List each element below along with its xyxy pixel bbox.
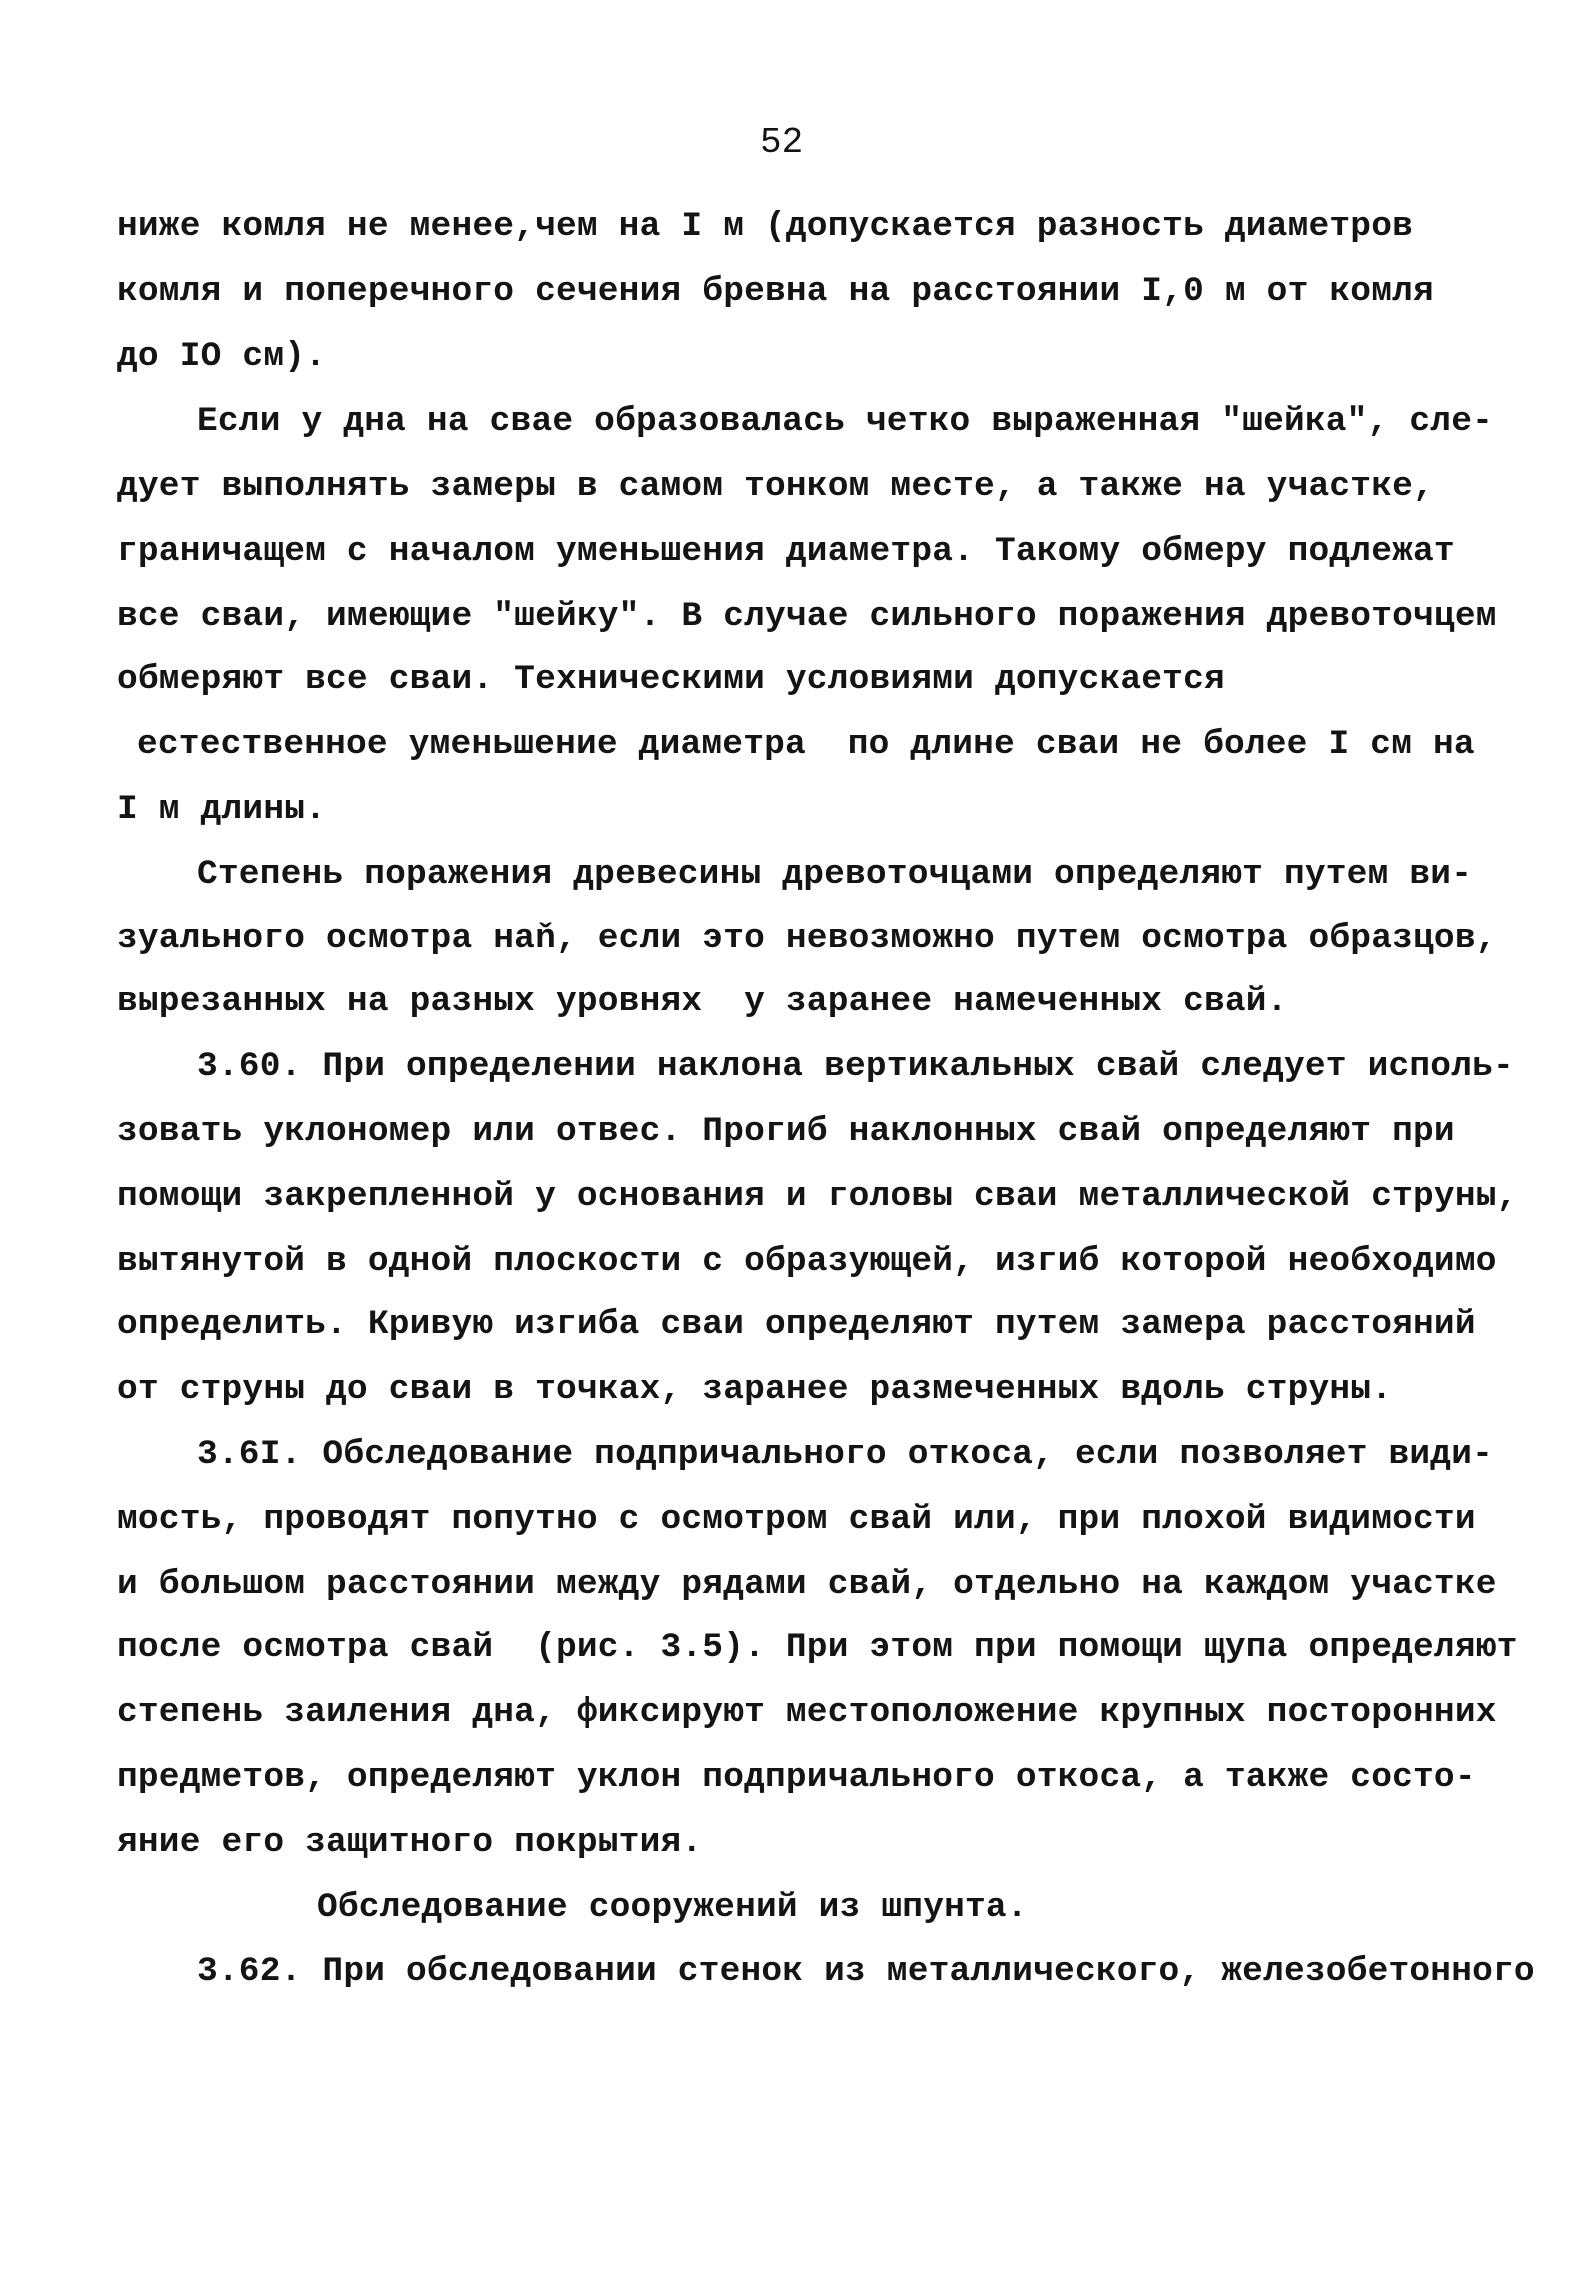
text-line: все сваи, имеющие "шейку". В случае сильного поражения древоточцем — [117, 597, 1497, 636]
text-line: ниже комля не менее,чем на I м (допускается разность диаметров — [117, 207, 1414, 246]
text-line: после осмотра свай (рис. 3.5). При этом при помощи щупа определяют — [117, 1628, 1518, 1667]
text-line: комля и поперечного сечения бревна на расстоянии I,0 м от комля — [117, 272, 1434, 311]
text-line: обмеряют все сваи. Техническими условиями допускается — [117, 660, 1225, 699]
text-line: Если у дна на сваe образовалась четко выраженная "шейка", сле- — [197, 402, 1494, 441]
text-line: естественное уменьшение диаметра по длине сваи не более I см на — [137, 725, 1475, 764]
text-line: вырезанных на разных уровнях у заранее намеченных свай. — [117, 982, 1288, 1021]
text-line: дует выполнять замеры в самом тонком месте, а также на участке, — [117, 467, 1434, 506]
text-line: 3.62. При обследовании стенок из металлического, железобетонного — [197, 1952, 1535, 1991]
text-line: до IO см). — [117, 337, 327, 376]
text-line: яние его защитного покрытия. — [117, 1823, 703, 1862]
text-line: мость, проводят попутно с осмотром свай или, при плохой видимости — [117, 1500, 1476, 1539]
text-line: зовать уклономер или отвес. Прогиб наклонных свай определяют при — [117, 1112, 1455, 1151]
section-heading: Обследование сооружений из шпунта. — [317, 1888, 1028, 1927]
text-line: определить. Кривую изгиба сваи определяют путем замера расстояний — [117, 1305, 1476, 1344]
text-line: 3.60. При определении наклона вертикальных свай следует исполь- — [197, 1047, 1514, 1086]
text-line: 3.6I. Обследование подпричального откоса, если позволяет види- — [197, 1435, 1494, 1474]
text-line: зуального осмотра наň, если это невозможно путем осмотра образцов, — [117, 919, 1497, 958]
text-line: помощи закрепленной у основания и головы сваи металлической струны, — [117, 1177, 1518, 1216]
text-line: и большом расстоянии между рядами свай, отдельно на каждом участке — [117, 1565, 1497, 1604]
text-line: граничащем с началом уменьшения диаметра. Такому обмеру подлежат — [117, 532, 1455, 571]
text-line: степень заиления дна, фиксируют местоположение крупных посторонних — [117, 1693, 1497, 1732]
page-number: 52 — [760, 122, 804, 163]
text-line: Степень поражения древесины древоточцами определяют путем ви- — [197, 855, 1473, 894]
text-line: вытянутой в одной плоскости с образующей, изгиб которой необходимо — [117, 1242, 1497, 1281]
text-line: от струны до сваи в точках, заранее размеченных вдоль струны. — [117, 1370, 1393, 1409]
text-line: I м длины. — [117, 790, 327, 829]
text-line: предметов, определяют уклон подпричального откоса, а также состо- — [117, 1758, 1476, 1797]
